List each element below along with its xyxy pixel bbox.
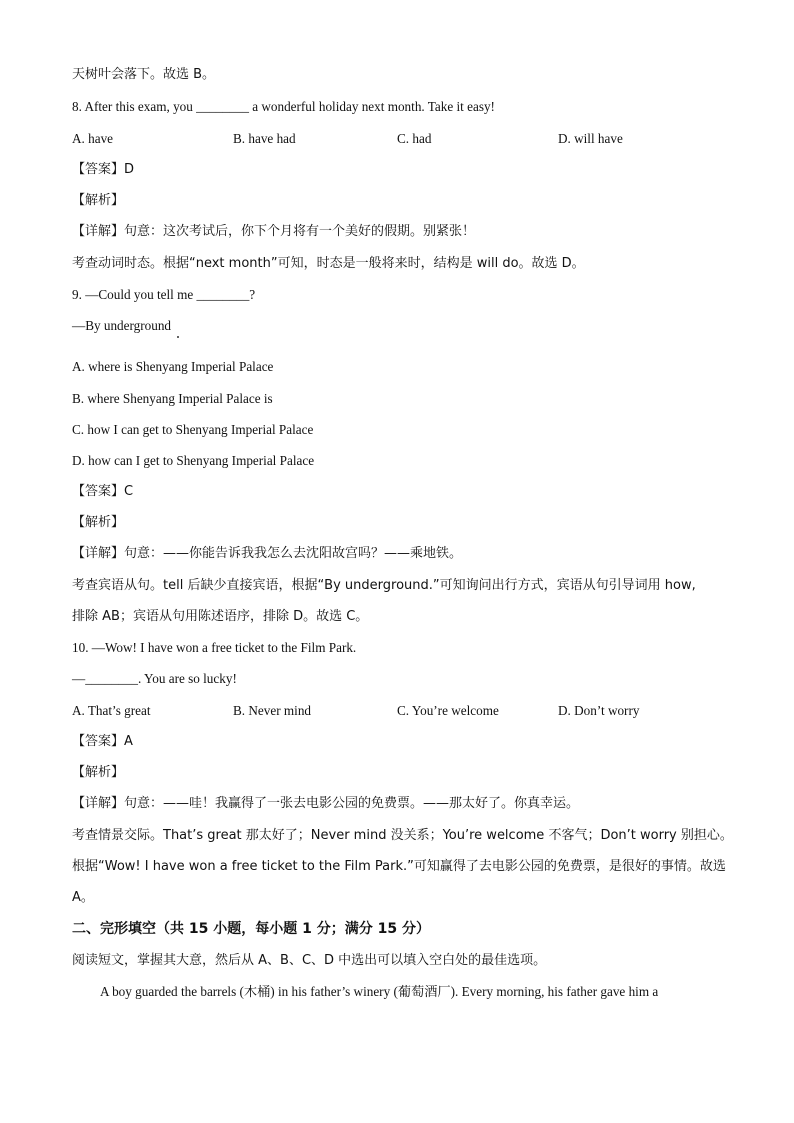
q9-answer: 【答案】C [72, 484, 134, 499]
q8-option-a: A. have [72, 131, 114, 146]
q8-analysis-label: 【解析】 [72, 193, 125, 208]
q8-explanation: 考查动词时态。根据“next month”可知，时态是一般将来时，结构是 will do。故选 D。 [72, 256, 585, 271]
q9-option-b: B. where Shenyang Imperial Palace is [72, 391, 273, 406]
q8-option-b: B. have had [233, 131, 296, 146]
q10-option-d: D. Don’t worry [558, 703, 640, 718]
q8-option-c: C. had [397, 131, 432, 146]
q9-option-a: A. where is Shenyang Imperial Palace [72, 359, 274, 374]
q10-explanation-3: A。 [72, 890, 94, 905]
q8-answer: 【答案】D [72, 162, 135, 177]
question-10: 10. —Wow! I have won a free ticket to the Film Park. [72, 640, 357, 655]
q8-option-d: D. will have [558, 131, 623, 146]
q10-option-a: A. That’s great [72, 703, 151, 718]
section-2-instructions: 阅读短文，掌握其大意，然后从 A、B、C、D 中选出可以填入空白处的最佳选项。 [72, 953, 547, 968]
stray-dot [177, 336, 179, 338]
question-9: 9. —Could you tell me ________? [72, 287, 256, 302]
q9-reply: —By underground [72, 318, 172, 333]
q9-explanation-1: 考查宾语从句。tell 后缺少直接宾语，根据“By underground.”可知询问出行方式，宾语从句引导词用 how, [72, 578, 696, 593]
q8-detail: 【详解】句意：这次考试后，你下个月将有一个美好的假期。别紧张！ [72, 224, 476, 239]
question-8: 8. After this exam, you ________ a wonderful holiday next month. Take it easy! [72, 99, 495, 114]
text-line: 天树叶会落下。故选 B。 [72, 67, 216, 82]
passage-line-1: A boy guarded the barrels (木桶) in his father’s winery (葡萄酒厂). Every morning, his father gave him a [100, 984, 659, 999]
q10-explanation-2: 根据“Wow! I have won a free ticket to the Film Park.”可知赢得了去电影公园的免费票，是很好的事情。故选 [72, 859, 726, 874]
q9-detail: 【详解】句意：——你能告诉我我怎么去沈阳故宫吗？——乘地铁。 [72, 546, 463, 561]
q9-explanation-2: 排除 AB；宾语从句用陈述语序，排除 D。故选 C。 [72, 609, 369, 624]
q10-explanation-1: 考查情景交际。That’s great 那太好了；Never mind 没关系；You’re welcome 不客气；Don’t worry 别担心。 [72, 828, 733, 843]
q10-detail: 【详解】句意：——哇！我赢得了一张去电影公园的免费票。——那太好了。你真幸运。 [72, 796, 580, 811]
q10-option-c: C. You’re welcome [397, 703, 499, 718]
section-2-title: 二、完形填空（共 15 小题，每小题 1 分；满分 15 分） [72, 921, 430, 937]
q10-reply: —________. You are so lucky! [72, 671, 237, 686]
q10-analysis-label: 【解析】 [72, 765, 125, 780]
q9-option-d: D. how can I get to Shenyang Imperial Palace [72, 453, 315, 468]
q10-option-b: B. Never mind [233, 703, 312, 718]
q10-answer: 【答案】A [72, 734, 133, 749]
q9-analysis-label: 【解析】 [72, 515, 125, 530]
q9-option-c: C. how I can get to Shenyang Imperial Palace [72, 422, 314, 437]
